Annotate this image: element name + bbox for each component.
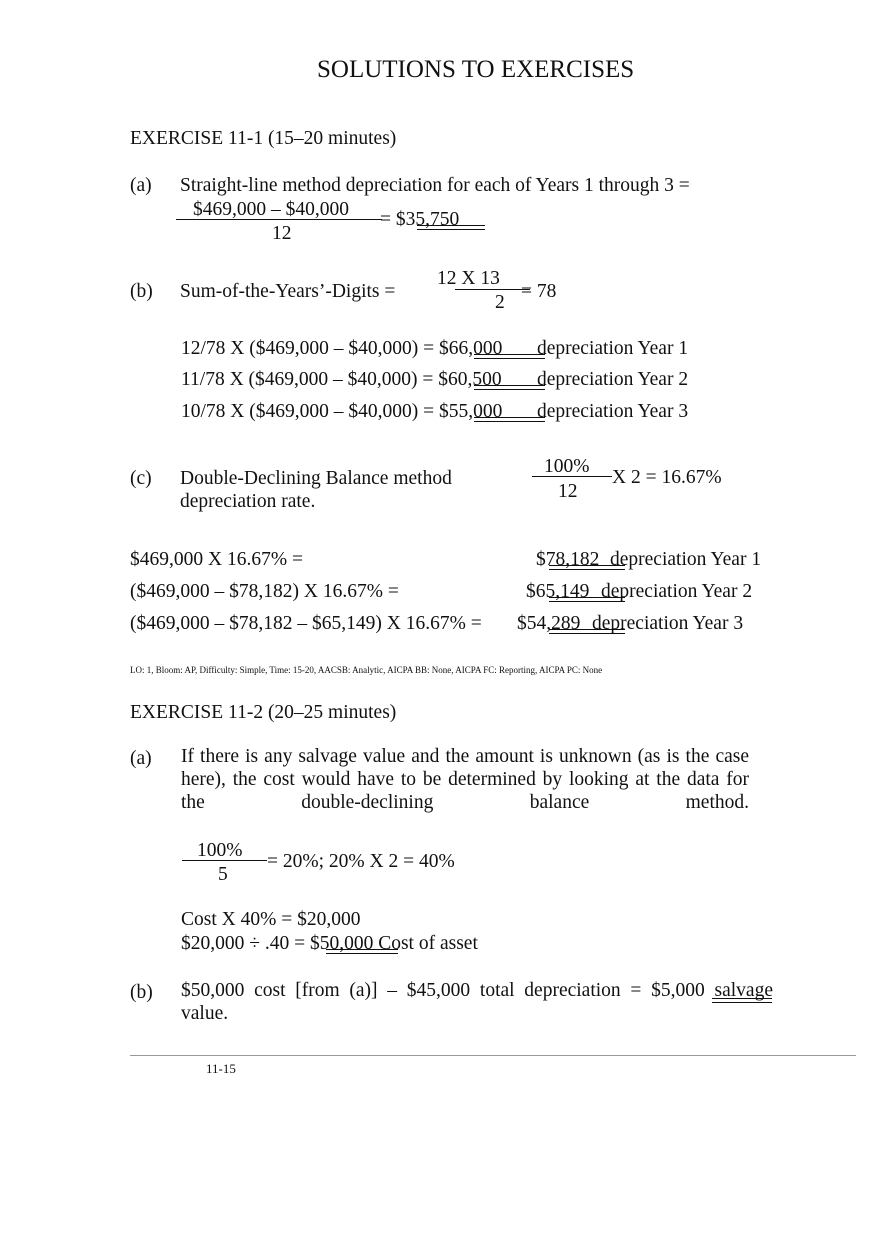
double-underline: [712, 998, 772, 1003]
double-underline: [474, 385, 545, 390]
fraction-bar: [176, 219, 382, 220]
ddb-rate-result: X 2 = 16.67%: [612, 467, 722, 488]
syd-numerator: 12 X 13: [437, 268, 500, 289]
footer-rule: [130, 1055, 856, 1056]
part-c-label: (c): [130, 468, 152, 489]
straight-line-denominator: 12: [272, 223, 292, 244]
ddb-numerator: 100%: [544, 456, 590, 477]
straight-line-numerator: $469,000 – $40,000: [193, 199, 349, 220]
ddb-denominator: 12: [558, 481, 578, 502]
part-b-label: (b): [130, 281, 153, 302]
syd-calc-year-2: 11/78 X ($469,000 – $40,000) = $60,500: [181, 369, 502, 390]
syd-text: Sum-of-the-Years’-Digits =: [180, 281, 396, 302]
double-underline: [474, 417, 545, 422]
syd-calc-year-1: 12/78 X ($469,000 – $40,000) = $66,000: [181, 338, 503, 359]
ddb-text-line-2: depreciation rate.: [180, 491, 316, 512]
ddb-amount-year-2: $65,149: [526, 581, 590, 602]
ddb-amount-year-3: $54,289: [517, 613, 581, 634]
cost-line-1: Cost X 40% = $20,000: [181, 909, 361, 930]
cost-line-2: $20,000 ÷ .40 = $50,000 Cost of asset: [181, 933, 478, 954]
learning-objective-note: LO: 1, Bloom: AP, Difficulty: Simple, Time: 15-20, AACSB: Analytic, AICPA BB: None, AICPA FC: Reporting, AICPA PC: None: [130, 665, 603, 675]
syd-calc-year-3: 10/78 X ($469,000 – $40,000) = $55,000: [181, 401, 503, 422]
double-underline: [417, 225, 485, 230]
syd-desc-year-3: depreciation Year 3: [537, 401, 689, 422]
double-underline: [549, 629, 625, 634]
ddb-desc-year-1: depreciation Year 1: [610, 549, 762, 570]
ddb-desc-year-2: depreciation Year 2: [601, 581, 753, 602]
part-b-label: (b): [130, 982, 153, 1003]
fraction-bar: [532, 476, 612, 477]
ddb-amount-year-1: $78,182: [536, 549, 600, 570]
exercise-11-2-heading: EXERCISE 11-2 (20–25 minutes): [130, 702, 397, 723]
fraction-bar: [455, 289, 530, 290]
straight-line-text: Straight-line method depreciation for each of Years 1 through 3 =: [180, 175, 690, 196]
page-title: SOLUTIONS TO EXERCISES: [317, 56, 635, 83]
syd-desc-year-1: depreciation Year 1: [537, 338, 689, 359]
rate-denominator: 5: [218, 864, 228, 885]
ddb-calc-year-3: ($469,000 – $78,182 – $65,149) X 16.67% =: [130, 613, 482, 634]
syd-denominator: 2: [495, 292, 505, 313]
straight-line-result: = $35,750: [380, 209, 460, 230]
salvage-value-text: $50,000 cost [from (a)] – $45,000 total depreciation = $5,000 salvage value.: [181, 980, 773, 1024]
salvage-explanation: If there is any salvage value and the amount is unknown (as is the case here), the cost would have to be determined by looking at the data for the double-declining balance method.: [181, 746, 749, 813]
double-underline: [549, 597, 625, 602]
double-underline: [326, 949, 398, 954]
part-a-label: (a): [130, 175, 152, 196]
rate-numerator: 100%: [197, 840, 243, 861]
ddb-calc-year-1: $469,000 X 16.67% =: [130, 549, 303, 570]
ddb-calc-year-2: ($469,000 – $78,182) X 16.67% =: [130, 581, 399, 602]
ddb-desc-year-3: depreciation Year 3: [592, 613, 744, 634]
page-number: 11-15: [206, 1061, 236, 1076]
double-underline: [549, 565, 625, 570]
fraction-bar: [182, 860, 267, 861]
exercise-11-1-heading: EXERCISE 11-1 (15–20 minutes): [130, 128, 397, 149]
double-underline: [474, 354, 545, 359]
ddb-text-line-1: Double-Declining Balance method: [180, 468, 452, 489]
syd-desc-year-2: depreciation Year 2: [537, 369, 689, 390]
rate-result: = 20%; 20% X 2 = 40%: [267, 851, 455, 872]
part-a-label: (a): [130, 748, 152, 769]
syd-result: = 78: [521, 281, 557, 302]
